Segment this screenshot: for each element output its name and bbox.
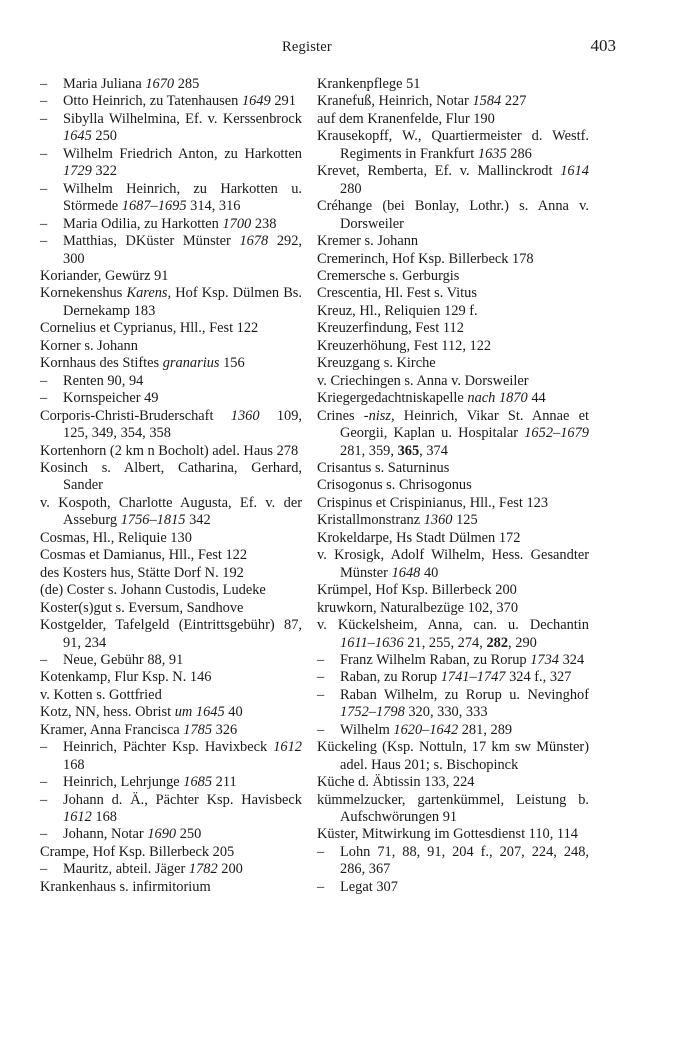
index-text: Raban Wilhelm, zu Rorup u. Nevinghof	[340, 686, 589, 703]
index-text: Kriegergedachtniskapelle	[317, 390, 468, 407]
index-text: Matthias, DKüster Münster	[63, 233, 240, 250]
index-text: (de) Coster s. Johann Custodis, Ludeke	[40, 582, 266, 599]
index-date-text: 1729	[63, 163, 92, 180]
index-date-text: 1785	[183, 721, 213, 738]
index-column-right	[317, 76, 589, 896]
index-text: 168	[63, 756, 85, 773]
index-entry	[317, 303, 589, 320]
index-entry	[317, 373, 589, 390]
index-text: Crisantus s. Saturninus	[317, 459, 450, 476]
index-date-text: 1620–1642	[393, 721, 459, 738]
index-date-text: 1645	[63, 128, 92, 145]
index-entry	[317, 268, 589, 285]
index-text: Crispinus et Crispinianus, Hll., Fest 123	[317, 494, 549, 511]
index-subentry	[40, 826, 302, 843]
index-date-text: 1614	[560, 163, 589, 180]
index-text: 40	[224, 704, 243, 721]
index-text: Kreuzgang s. Kirche	[317, 355, 436, 372]
index-date-text: 1700	[222, 215, 252, 232]
subentry-dash: –	[317, 843, 325, 860]
index-text: v. Criechingen s. Anna v. Dorsweiler	[317, 372, 529, 389]
index-text: Franz Wilhelm Raban, zu Rorup	[340, 651, 531, 668]
index-subentry	[40, 146, 302, 181]
subentry-dash: –	[40, 791, 48, 808]
index-text: Johann d. Ä., Pächter Ksp. Havisbeck	[63, 791, 302, 808]
index-date-text: -nisz,	[363, 407, 395, 424]
index-text: Kückeling (Ksp. Nottuln, 17 km sw Münster) adel. Haus 201; s. Bischopinck	[317, 739, 589, 773]
index-text: Heinrich, Lehrjunge	[63, 774, 184, 791]
index-text: 280	[340, 180, 362, 197]
index-text: Heinrich, Vikar St. Annae et Georgii, Kaplan u. Hospitalar	[340, 407, 589, 442]
index-entry	[317, 408, 589, 460]
subentry-dash: –	[317, 721, 325, 738]
subentry-dash: –	[317, 878, 325, 895]
index-text: 250	[91, 128, 117, 145]
subentry-dash: –	[40, 215, 48, 232]
index-text: 200	[217, 861, 243, 878]
index-text: 125	[452, 512, 478, 529]
index-text: Koriander, Gewürz 91	[40, 267, 169, 284]
index-entry	[40, 268, 302, 285]
index-date-text: 1685	[183, 774, 213, 791]
index-column-left	[40, 76, 302, 896]
index-text: 324 f., 327	[505, 669, 572, 686]
index-text: Cremersche s. Gerburgis	[317, 267, 460, 284]
index-entry	[317, 233, 589, 250]
index-text: , 374	[419, 442, 448, 459]
index-entry	[317, 198, 589, 233]
index-entry	[317, 111, 589, 128]
index-text: Mauritz, abteil. Jäger	[63, 861, 189, 878]
index-subentry	[40, 181, 302, 216]
index-text: Heinrich, Pächter Ksp. Havixbeck	[63, 739, 274, 756]
index-date-text: 1670	[145, 76, 175, 92]
index-entry	[317, 338, 589, 355]
index-date-text: 1360	[423, 512, 453, 529]
index-subentry	[317, 687, 589, 722]
index-date-text: Karens,	[126, 285, 172, 302]
index-text: 227	[501, 93, 527, 110]
index-text: v. Kückelsheim, Anna, can. u. Dechantin	[317, 617, 589, 634]
index-entry	[317, 477, 589, 494]
index-entry	[40, 704, 302, 721]
index-entry	[317, 285, 589, 302]
index-text: 326	[212, 721, 238, 738]
index-text: 281, 359,	[340, 442, 398, 459]
index-entry	[40, 565, 302, 582]
index-text: Kotz, NN, hess. Obrist	[40, 704, 175, 721]
index-date-text: 1649	[241, 93, 271, 110]
index-date-text: um 1645	[174, 704, 225, 721]
index-date-text: 1360	[230, 407, 260, 424]
index-text: 285	[174, 76, 200, 92]
index-entry	[317, 774, 589, 791]
index-text: Krümpel, Hof Ksp. Billerbeck 200	[317, 582, 517, 599]
index-bold-page: 282	[486, 634, 509, 651]
index-entry	[317, 826, 589, 843]
index-subentry	[40, 216, 302, 233]
subentry-dash: –	[40, 93, 48, 110]
index-entry	[317, 390, 589, 407]
index-text: Kornhaus des Stiftes	[40, 355, 163, 372]
index-text: 291	[270, 93, 296, 110]
index-entry	[317, 617, 589, 652]
subentry-dash: –	[40, 390, 48, 407]
index-subentry	[40, 111, 302, 146]
index-date-text: 1752–1798	[340, 704, 405, 721]
index-text: Hof Ksp. Dülmen Bs. Dernekamp 183	[63, 285, 303, 319]
index-entry	[40, 460, 302, 495]
index-text: Renten 90, 94	[63, 372, 144, 389]
index-subentry	[40, 373, 302, 390]
index-text: Cosmas, Hl., Reliquie 130	[40, 529, 192, 546]
subentry-dash: –	[40, 774, 48, 791]
index-date-text: 1741–1747	[440, 669, 506, 686]
index-entry	[40, 495, 302, 530]
index-entry	[317, 530, 589, 547]
index-text: Kotenkamp, Flur Ksp. N. 146	[40, 669, 212, 686]
page-number: 403	[590, 36, 616, 55]
index-entry	[40, 617, 302, 652]
index-text: Créhange (bei Bonlay, Lothr.) s. Anna v. Dorsweiler	[317, 198, 589, 232]
index-text: Cremerinch, Hof Ksp. Billerbeck 178	[317, 250, 534, 267]
index-text: Neue, Gebühr 88, 91	[63, 651, 184, 668]
subentry-dash: –	[40, 233, 48, 250]
index-date-text: 1734	[530, 651, 559, 668]
index-text: 286	[506, 145, 532, 162]
index-entry	[317, 320, 589, 337]
index-entry	[317, 93, 589, 110]
index-text: Krokeldarpe, Hs Stadt Dülmen 172	[317, 529, 521, 546]
subentry-dash: –	[40, 739, 48, 756]
index-text: Krankenhaus s. infirmitorium	[40, 878, 211, 895]
index-date-text: 1782	[188, 861, 218, 878]
index-text: Kreuz, Hl., Reliquien 129 f.	[317, 302, 478, 319]
index-entry	[40, 443, 302, 460]
index-text: Krevet, Remberta, Ef. v. Mallinckrodt	[317, 163, 561, 180]
index-text: Cosmas et Damianus, Hll., Fest 122	[40, 547, 248, 564]
index-date-text: 1687–1695	[121, 198, 187, 215]
index-text: Kreuzerfindung, Fest 112	[317, 320, 464, 337]
index-text: 109, 125, 349, 354, 358	[63, 407, 302, 442]
index-text: des Kosters hus, Stätte Dorf N. 192	[40, 564, 244, 581]
index-text: 324	[558, 651, 585, 668]
index-text: Wilhelm Heinrich, zu Harkotten u. Störmede	[63, 180, 302, 215]
index-text: Legat 307	[340, 878, 398, 895]
index-text: 314, 316	[186, 198, 241, 215]
index-entry	[317, 355, 589, 372]
index-subentry	[40, 739, 302, 774]
index-entry	[40, 722, 302, 739]
index-entry	[40, 687, 302, 704]
index-text: Raban, zu Rorup	[340, 669, 441, 686]
index-text: Krankenpflege 51	[317, 76, 421, 92]
index-text: Kramer, Anna Francisca	[40, 721, 184, 738]
index-text: Krausekopff, W., Quartiermeister d. Westf. Regiments in Frankfurt	[317, 128, 589, 162]
index-date-text: 1611–1636	[340, 634, 404, 651]
index-text: 238	[251, 215, 277, 232]
index-text: 250	[176, 826, 202, 843]
index-text: Otto Heinrich, zu Tatenhausen	[63, 93, 242, 110]
index-entry	[317, 547, 589, 582]
index-text: Crescentia, Hl. Fest s. Vitus	[317, 285, 477, 302]
index-text: Kristallmonstranz	[317, 512, 424, 529]
index-subentry	[40, 390, 302, 407]
subentry-dash: –	[40, 110, 48, 127]
index-text: kümmelzucker, gartenkümmel, Leistung b. Aufschwörungen 91	[317, 791, 589, 826]
index-entry	[40, 338, 302, 355]
index-text: 44	[527, 390, 546, 407]
index-text: 292, 300	[63, 233, 303, 267]
index-date-text: granarius	[162, 355, 220, 372]
index-text: v. Kotten s. Gottfried	[40, 686, 162, 703]
index-text: Kornspeicher 49	[63, 390, 159, 407]
index-entry	[40, 355, 302, 372]
index-date-text: 1612	[63, 809, 92, 826]
index-text: Johann, Notar	[63, 826, 148, 843]
subentry-dash: –	[40, 180, 48, 197]
index-text: , 290	[508, 634, 537, 651]
index-text: 320, 330, 333	[404, 704, 488, 721]
index-subentry	[317, 879, 589, 896]
index-subentry	[40, 774, 302, 791]
index-entry	[317, 251, 589, 268]
index-entry	[317, 792, 589, 827]
index-text: Crampe, Hof Ksp. Billerbeck 205	[40, 843, 235, 860]
index-text: 40	[420, 564, 439, 581]
subentry-dash: –	[40, 651, 48, 668]
index-text: Kostgelder, Tafelgeld (Eintrittsgebühr) 87, 91, 234	[40, 617, 302, 651]
index-date-text: 1652–1679	[524, 425, 589, 442]
index-entry	[317, 76, 589, 93]
index-subentry	[40, 76, 302, 93]
index-entry	[317, 495, 589, 512]
index-text: 156	[219, 355, 245, 372]
index-text: kruwkorn, Naturalbezüge 102, 370	[317, 599, 519, 616]
index-entry	[40, 669, 302, 686]
index-subentry	[40, 861, 302, 878]
index-subentry	[317, 844, 589, 879]
index-date-text: 1612	[273, 739, 302, 756]
index-subentry	[40, 792, 302, 827]
index-entry	[317, 739, 589, 774]
subentry-dash: –	[40, 372, 48, 389]
index-text: Koster(s)gut s. Eversum, Sandhove	[40, 599, 244, 616]
index-subentry	[317, 669, 589, 686]
index-text: 342	[185, 512, 211, 529]
index-bold-page: 365	[397, 442, 420, 459]
index-subentry	[317, 722, 589, 739]
index-text: v. Kospoth, Charlotte Augusta, Ef. v. der Asseburg	[40, 494, 302, 529]
index-text: Kornekenshus	[40, 285, 127, 302]
index-text: 168	[91, 809, 117, 826]
index-date-text: 1678	[239, 233, 269, 250]
index-entry	[317, 582, 589, 599]
index-text: Maria Odilia, zu Harkotten	[63, 215, 223, 232]
subentry-dash: –	[40, 145, 48, 162]
index-text: Corporis-Christi-Bruderschaft	[40, 407, 231, 424]
index-text: Wilhelm	[340, 721, 394, 738]
subentry-dash: –	[40, 76, 48, 92]
index-entry	[317, 512, 589, 529]
index-text: Kremer s. Johann	[317, 233, 419, 250]
index-text: Kreuzerhöhung, Fest 112, 122	[317, 337, 492, 354]
index-entry	[40, 582, 302, 599]
subentry-dash: –	[40, 861, 48, 878]
index-text: Wilhelm Friedrich Anton, zu Harkotten	[63, 145, 302, 162]
index-text: Lohn 71, 88, 91, 204 f., 207, 224, 248, 286, 367	[340, 843, 589, 878]
index-text: Korner s. Johann	[40, 337, 138, 354]
index-subentry	[40, 93, 302, 110]
index-text: 21, 255, 274,	[403, 634, 487, 651]
index-entry	[317, 128, 589, 163]
index-date-text: 1584	[472, 93, 502, 110]
index-date-text: 1756–1815	[120, 512, 186, 529]
index-date-text: 1690	[147, 826, 177, 843]
index-text: Crisogonus s. Chrisogonus	[317, 477, 472, 494]
index-entry	[317, 600, 589, 617]
subentry-dash: –	[40, 826, 48, 843]
index-entry	[40, 320, 302, 337]
index-text: 281, 289	[458, 721, 513, 738]
index-entry	[40, 285, 302, 320]
index-subentry	[40, 652, 302, 669]
index-date-text: 1635	[477, 145, 507, 162]
index-text: Sibylla Wilhelmina, Ef. v. Kerssenbrock	[63, 110, 302, 127]
index-entry	[40, 530, 302, 547]
index-entry	[40, 844, 302, 861]
index-date-text: 1648	[391, 564, 421, 581]
index-subentry	[40, 233, 302, 268]
index-date-text: nach 1870	[467, 390, 528, 407]
subentry-dash: –	[317, 686, 325, 703]
index-text: v. Krosigk, Adolf Wilhelm, Hess. Gesandter Münster	[317, 547, 589, 581]
subentry-dash: –	[317, 669, 325, 686]
subentry-dash: –	[317, 651, 325, 668]
index-text: Kranefuß, Heinrich, Notar	[317, 93, 473, 110]
index-text: Küster, Mitwirkung im Gottesdienst 110, 114	[317, 826, 578, 843]
index-subentry	[317, 652, 589, 669]
index-text: Cornelius et Cyprianus, Hll., Fest 122	[40, 320, 259, 337]
index-text: Maria Juliana	[63, 76, 146, 92]
index-text: auf dem Kranenfelde, Flur 190	[317, 110, 495, 127]
index-entry	[40, 547, 302, 564]
index-entry	[317, 163, 589, 198]
index-entry	[317, 460, 589, 477]
index-text: 322	[91, 163, 117, 180]
index-entry	[40, 879, 302, 896]
index-text: Crines	[317, 407, 364, 424]
index-text: Kosinch s. Albert, Catharina, Gerhard, Sander	[40, 459, 302, 494]
page-header	[0, 36, 700, 58]
index-text: Kortenhorn (2 km n Bocholt) adel. Haus 278	[40, 442, 299, 459]
index-text: Küche d. Äbtissin 133, 224	[317, 774, 475, 791]
index-entry	[40, 600, 302, 617]
index-entry	[40, 408, 302, 443]
index-text: 211	[212, 774, 237, 791]
running-head: Register	[282, 39, 332, 55]
